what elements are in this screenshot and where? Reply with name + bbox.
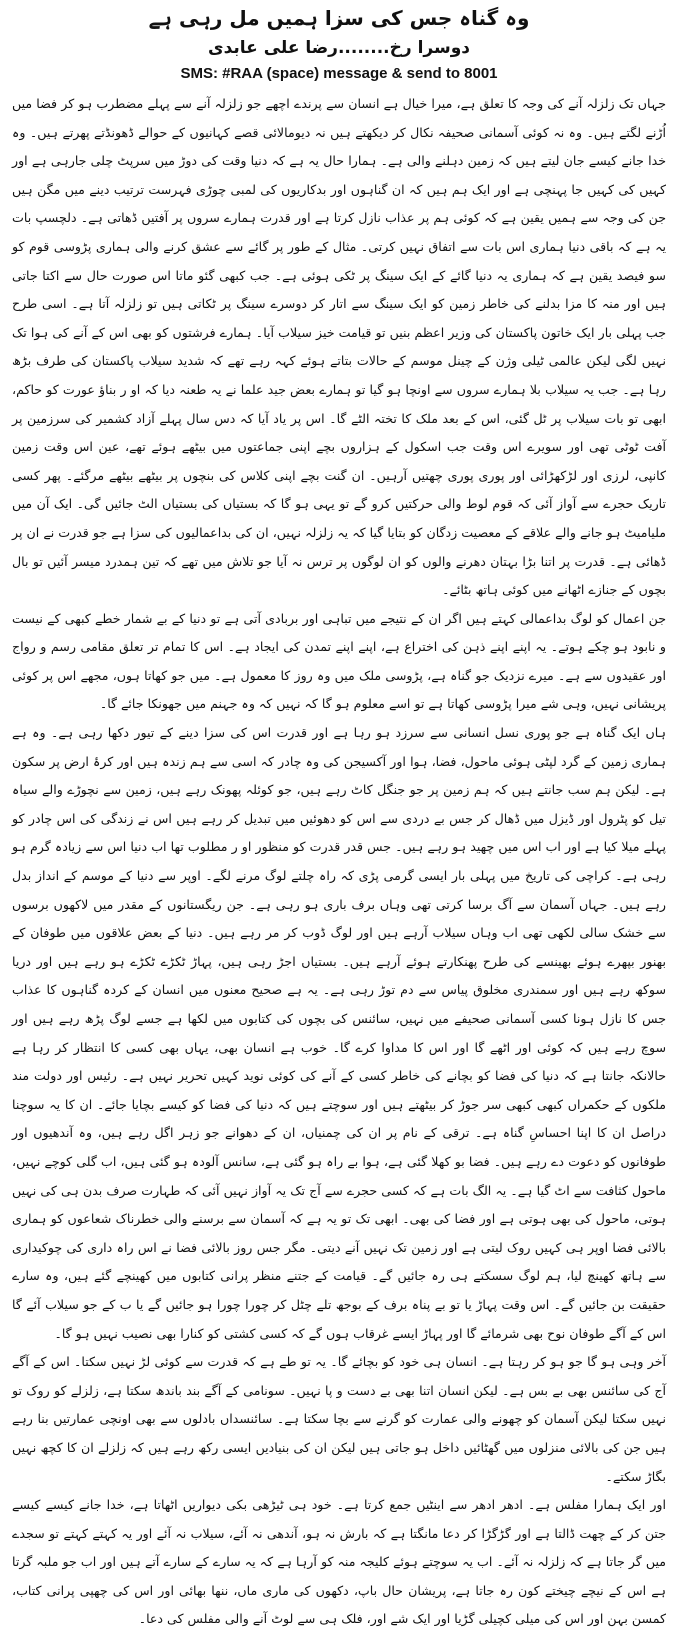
article-paragraph: جن اعمال کو لوگ بداعمالی کہتے ہیں اگر ان کے نتیجے میں تباہی اور بربادی آتی ہے تو دنیا کے بے شمار خطے کبھی کے نیست و نابود ہو چکے ہوتے۔ یہ اپنے اپنے ذہن کی اختراع ہے، اپنے اپنے تمدن کی ایجاد ہے۔ اس کا تمام تر تعلق مقامی رسم و رواج اور عقیدوں سے ہے۔ میرے نزدیک جو گناہ ہے، پڑوسی ملک میں وہ روز کا معمول ہے۔ میں جو کھاتا ہوں، مجھے اس پر کوئی پریشانی نہیں، وہی شے میرا پڑوسی کھاتا ہے تو اسے معلوم ہو گا کہ نہیں کہ وہ جہنم میں جھونکا جائے گا۔ [12, 610, 666, 712]
article-title: وہ گناہ جس کی سزا ہمیں مل رہی ہے [148, 6, 530, 30]
article-header [12, 4, 666, 84]
article-body [12, 90, 666, 1634]
article-paragraph: ہاں ایک گناہ ہے جو پوری نسل انسانی سے سرزد ہو رہا ہے اور قدرت اس کی سزا دینے کے تیور دکھا رہی ہے۔ وہ ہے ہماری زمین کے گرد لپٹی ہوئی ماحول، فضا، ہوا اور آکسیجن کی وہ چادر کہ اسی سے ہم زندہ ہیں اور کرۂ ارض پر سکون ہے۔ لیکن ہم سب جانتے ہیں کہ ہم زمین پر جو جنگل کاٹ رہے ہیں، جو کوئلہ پھونک رہے ہیں، زمین سے نچوڑے والے سیاہ تیل کو پٹرول اور ڈیزل میں ڈھال کر جس بے دردی سے اس کو دھوئیں میں تبدیل کر رہے ہیں اس نے زندگی کی اس چادر کو پہلے میلا کیا ہے اور اب اس میں چھید ہو رہے ہیں۔ جس قدر قدرت کو منظور او ر مطلوب تھا اب دنیا اس سے زیادہ گرم ہو رہی ہے۔ کراچی کی تاریخ میں پہلی بار ایسی گرمی پڑی کہ راہ چلتے لوگ مرنے لگے۔ اوپر سے دنیا کے موسم کے انداز بدل رہے ہیں۔ جہاں آسمان سے آگ برسا کرتی تھی وہاں برف باری ہو رہی ہے۔ جن ریگستانوں کے مقدر میں لاکھوں برسوں سے خشک سالی لکھی تھی اب وہاں سیلاب آرہے ہیں اور لوگ ڈوب کر مر رہے ہیں۔ دنیا کے بعض علاقوں میں طوفان کے بھنور بپھرے ہوئے بھینسے کی طرح پھنکارتے ہوئے آرہے ہیں۔ بستیاں اجڑ رہی ہیں، پہاڑ ٹکڑے ٹکڑے ہو رہے ہیں اور دریا سوکھ رہے ہیں اور سمندری مخلوق پیاس سے دم توڑ رہی ہے۔ یہ ہے صحیح معنوں میں انسان کے کردہ گناہوں کا عذاب جس کا نازل ہونا کسی آسمانی صحیفے میں نہیں، سائنس کی بچوں کی کتابوں میں لکھا ہے جسے لوگ پڑھ رہے ہیں اور سوچ رہے ہیں کہ کوئی اور اٹھے گا اور اس کا مداوا کرے گا۔ خوب ہے انسان بھی، یہاں بھی کسی کا انتظار کر رہا ہے حالانکہ جانتا ہے کہ دنیا کی فضا کو بچانے کی خاطر کسی کے آنے کی کوئی نوید کہیں تحریر نہیں ہے۔ رئیس اور دولت مند ملکوں کے حکمراں کبھی کبھی سر جوڑ کر بیٹھتے ہیں اور سوچتے ہیں کہ دنیا کی فضا کو کیسے بچایا جائے۔ ان کا یہ سوچنا دراصل ان کا اپنا احساسِ گناہ ہے۔ ترقی کے نام پر ان کی چمنیاں، ان کے دھوانے جو زہر اگل رہے ہیں، وہ آندھیوں اور طوفانوں کو دعوت دے رہے ہیں۔ فضا بو کھلا گئی ہے، ہوا بے راہ ہو گئی ہے، سانس آلودہ ہو گئی ہیں، اب گلی کوچے نہیں، ماحول کثافت سے اٹ گیا ہے۔ یہ الگ بات ہے کہ کسی حجرے سے آج تک یہ آواز نہیں آئی کہ طہارت صرف بدن ہی کی نہیں ہوتی، ماحول کی بھی ہوتی ہے اور فضا کی بھی۔ ابھی تک تو یہ ہے کہ آسمان سے برسنے والی خطرناک شعاعوں کو ہماری بالائی فضا اوپر ہی کہیں روک لیتی ہے اور زمین تک نہیں آنے دیتی۔ مگر جس روز بالائی فضا نے اس راہ داری کی چوکیداری سے ہاتھ کھینچ لیا، ہم لوگ سسکتے ہی رہ جائیں گے۔ قیامت کے جتنے منظر پرانی کتابوں میں کھینچے گئے ہیں، وہ سارے حقیقت بن جائیں گے۔ اس وقت پہاڑ یا تو بے پناہ برف کے بوجھ تلے چٹل کر چورا چورا ہو جائیں گے یا ب کے جو سیلاب آئے گا اس کے آگے طوفان نوح بھی شرمائے گا اور پہاڑ ایسے غرقاب ہوں گے کہ کسی کشتی کو کنارا بھی نصیب نہیں ہو گا۔ [12, 725, 666, 1341]
article-paragraph: اور ایک ہمارا مفلس ہے۔ ادھر ادھر سے اینٹیں جمع کرتا ہے۔ خود ہی ٹیڑھی بکی دیواریں اٹھاتا ہے، خدا جانے کیسے کیسے جتن کر کے چھت ڈالتا ہے اور گڑگڑا کر دعا مانگتا ہے کہ بارش نہ ہو، آندھی نہ آئے، سیلاب نہ آئے اور یہ کہتے کہتے تو سجدے میں گر جاتا ہے کہ زلزلہ نہ آئے۔ اب یہ سوچتے ہوئے کلیجہ منہ کو آرہا ہے کہ یہ سارے کے سارے آتے ہیں اور اب جو ملبہ گرتا ہے اس کے نیچے چیختے کون رہ جاتا ہے، پریشان حال باپ، دکھوں کی ماری ماں، ننھا بھائی اور اس کی چھپی پرانی کتاب، کمسن بہن اور اس کی میلی کچیلی گڑیا اور ایک شے اور، فلک ہی سے لوٹ آنے والی مفلس کی دعا۔ [12, 1497, 666, 1627]
article-paragraph: جہاں تک زلزلہ آنے کی وجہ کا تعلق ہے، میرا خیال ہے انسان سے پرندے اچھے جو زلزلہ آنے سے پہلے مضطرب ہو کر فضا میں اُڑنے لگتے ہیں۔ وہ نہ کوئی آسمانی صحیفہ نکال کر دیکھتے ہیں نہ دیومالائی قصے کہانیوں کے حوالے ڈھونڈتے پھرتے ہیں۔ وہ خدا جانے کیسے جان لیتے ہیں کہ زمین دہلنے والی ہے۔ ہمارا حال یہ ہے کہ دنیا وقت کی دوڑ میں سرپٹ چلی جارہی ہے اور کہیں کی کہیں جا پہنچی ہے اور ایک ہم ہیں کہ ان گناہوں اور بدکاریوں کی لمبی چوڑی فہرست ترتیب دینے میں مگن ہیں جن کی وجہ سے ہمیں یقین ہے کہ کوئی ہم پر عذاب نازل کرتا ہے اور قدرت ہمارے سروں پر آفتیں ڈھاتی ہے۔ دلچسپ بات یہ ہے کہ باقی دنیا ہماری اس بات سے اتفاق نہیں کرتی۔ مثال کے طور پر گائے سے عشق کرنے والی ہماری پڑوسی قوم کو سو فیصد یقین ہے کہ ہماری یہ دنیا گائے کے ایک سینگ پر ٹکی ہوئی ہے۔ جب کبھی گئو ماتا اس صورت حال سے اکتا جاتی ہیں اور منہ کا مزا بدلنے کی خاطر زمین کو ایک سینگ سے اتار کر دوسرے سینگ پر ٹکاتی ہیں تو زلزلہ آتا ہے۔ اسی طرح جب پہلی بار ایک خاتون پاکستان کی وزیر اعظم بنیں تو قیامت خیز سیلاب آیا۔ ہمارے فرشتوں کو بھی اس کے آنے کی ہوا تک نہیں لگی لیکن عالمی ٹیلی وژن کے چینل موسم کے حالات بتاتے ہوئے کہہ رہے تھے کہ شدید سیلاب پاکستان کی طرف بڑھ رہا ہے۔ جب یہ سیلاب بلا ہمارے سروں سے اونچا ہو گیا تو ہمارے بعض جید علما نے یہ طعنہ دیا کہ او ر بناؤ عورت کو حاکم، ابھی تو بات سیلاب پر ٹل گئی، اس کے بعد ملک کا تختہ الٹے گا۔ اس پر یاد آیا کہ دس سال پہلے آزاد کشمیر کی سرزمین پر آفت ٹوٹی تھی اور سویرے اس وقت جب اسکول کے ہزاروں بچے اپنی جماعتوں میں بیٹھے ہوئے تھے، عین اس وقت زمین کانپی، لرزی اور لڑکھڑائی اور پوری پوری چھتیں آرہیں۔ ان گنت بچے اپنی کلاس کی بنچوں پر بیٹھے بیٹھے مرگئے۔ پھر کسی تاریک حجرے سے آواز آئی کہ قوم لوط والی حرکتیں کرو گے تو یہی ہو گا کہ بستیاں کی بستیاں الٹ جائیں گی۔ ایک آن میں ملیامیٹ ہو جانے والے علاقے کے معصیت زدگان کو بتایا گیا کہ یہ زلزلہ نہیں، ان کی بداعمالیوں کی سزا ہے جو قدرت نے ان پر ڈھائی ہے۔ قدرت پر اتنا بڑا بہتان دھرنے والوں کو ان لوگوں پر ترس نہ آیا جو تلاش میں تھے کہ تین ہمدرد میسر آئیں تو بال بچوں کے جنازے اٹھانے میں کوئی ہاتھ بٹائے۔ [12, 96, 667, 598]
article-paragraph: آخر وہی ہو گا جو ہو کر رہتا ہے۔ انسان ہی خود کو بچائے گا۔ یہ تو طے ہے کہ قدرت سے کوئی لڑ نہیں سکتا۔ اس کے آگے آج کی سائنس بھی بے بس ہے۔ لیکن انسان اتنا بھی بے دست و پا نہیں۔ سونامی کے آگے بند باندھ سکتا ہے، زلزلے کو روک تو نہیں سکتا لیکن آسمان کو چھونے والی عمارت کو گرنے سے بچا سکتا ہے۔ سائنسداں بادلوں سے بھی اونچی عمارتیں بنا رہے ہیں جن کی بالائی منزلوں میں گھٹائیں داخل ہو جاتی ہیں لیکن ان کی بنیادیں ایسی رکھ رہے ہیں کہ زلزلے ان کا کچھ نہیں بگاڑ سکتے۔ [12, 1354, 666, 1484]
article-byline: دوسرا رخ........رضا علی عابدی [208, 38, 470, 58]
sms-line: SMS: #RAA (space) message & send to 8001 [180, 65, 498, 82]
